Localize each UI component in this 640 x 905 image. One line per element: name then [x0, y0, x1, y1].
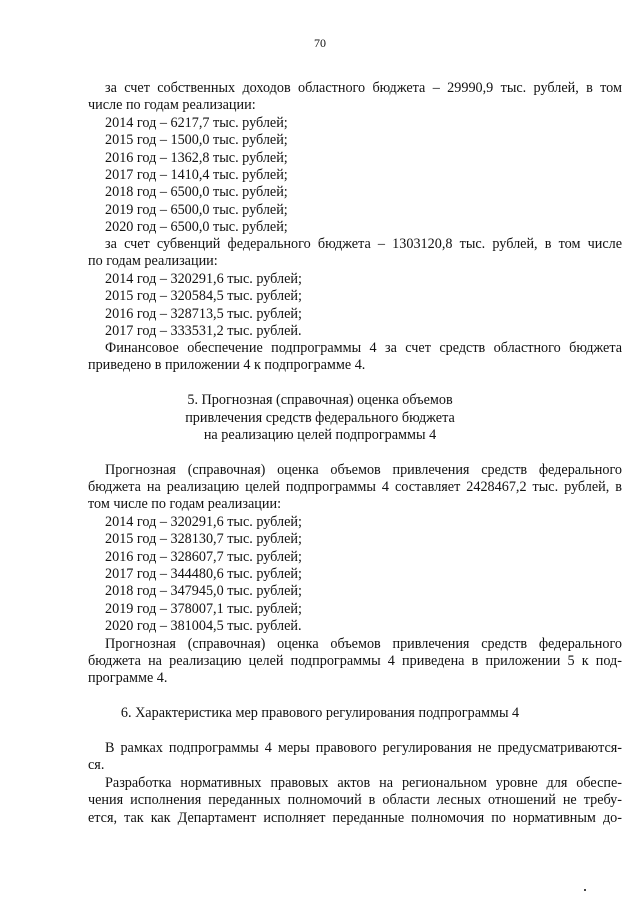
section-heading: на реализацию целей подпрограммы 4 — [203, 427, 437, 443]
section-heading: привлечения средств федерального бюджета — [185, 410, 455, 426]
document-page: 70 за счет собственных доходов областного бюджета – 29990,9 тыс. рублей, в том числе по годам реализации: 2014 год – 6217,7 тыс. рублей; 2015 год – 1500,0 тыс. рублей; 2016 год – 1362,8 тыс. рублей; 2017 год – 1410,4 тыс. рублей; 2018 год – 6500,0 тыс. рублей; 2019 год – 6500,0 тыс. рублей; 2020 год – 6500,0 тыс. рублей; за счет субвенций федерального бюджета – 1303120,8 тыс. рублей, в том числе по годам реализации: 2014 год – 320291,6 тыс. рублей; 2015 год – 320584,5 тыс. рублей; 2016 год – 328713,5 тыс. рублей; 2017 год – 333531,2 тыс. рублей. Финансовое обеспечение подпрограммы 4 за счет средств областного бюджета приведено в приложении 4 к подпрограмме 4. 5. Прогнозная (справочная) оценка объемов привлечения средств федерального бюджета на реализацию целей подпрограммы 4 Прогнозная (справочная) оценка объемов привлечения средств федерального бюджета на реализацию целей подпрограммы 4 составляет 2428467,2 тыс. рублей, в том числе по годам реализации: 2014 год – 320291,6 тыс. рублей; 2015 год – 328130,7 тыс. рублей; 2016 год – 328607,7 тыс. рублей; 2017 год – 344480,6 тыс. рублей; 2018 год – 347945,0 тыс. рублей; 2019 год – 378007,1 тыс. рублей; 2020 год – 381004,5 тыс. рублей. Прогнозная (справочная) оценка объемов привлечения средств федерального бюджета на реализацию целей подпрограммы 4 приведена в приложении 5 к под- программе 4. 6. Характеристика мер правового регулирования подпрограммы 4 В рамках подпрограммы 4 меры правового регулирования не предусматриваются- ся. Разработка нормативных правовых актов на региональном уровне для обеспе- чения исполнения переданных полномочий в области лесных отношений не требу- ется, так как Департамент исполняет переданные полномочия по нормативным до- — [0, 0, 640, 905]
scan-speck — [584, 889, 586, 891]
section-heading: 5. Прогнозная (справочная) оценка объемов — [187, 392, 453, 408]
page-number: 70 — [314, 36, 326, 50]
section-heading: 6. Характеристика мер правового регулирования подпрограммы 4 — [120, 705, 520, 721]
